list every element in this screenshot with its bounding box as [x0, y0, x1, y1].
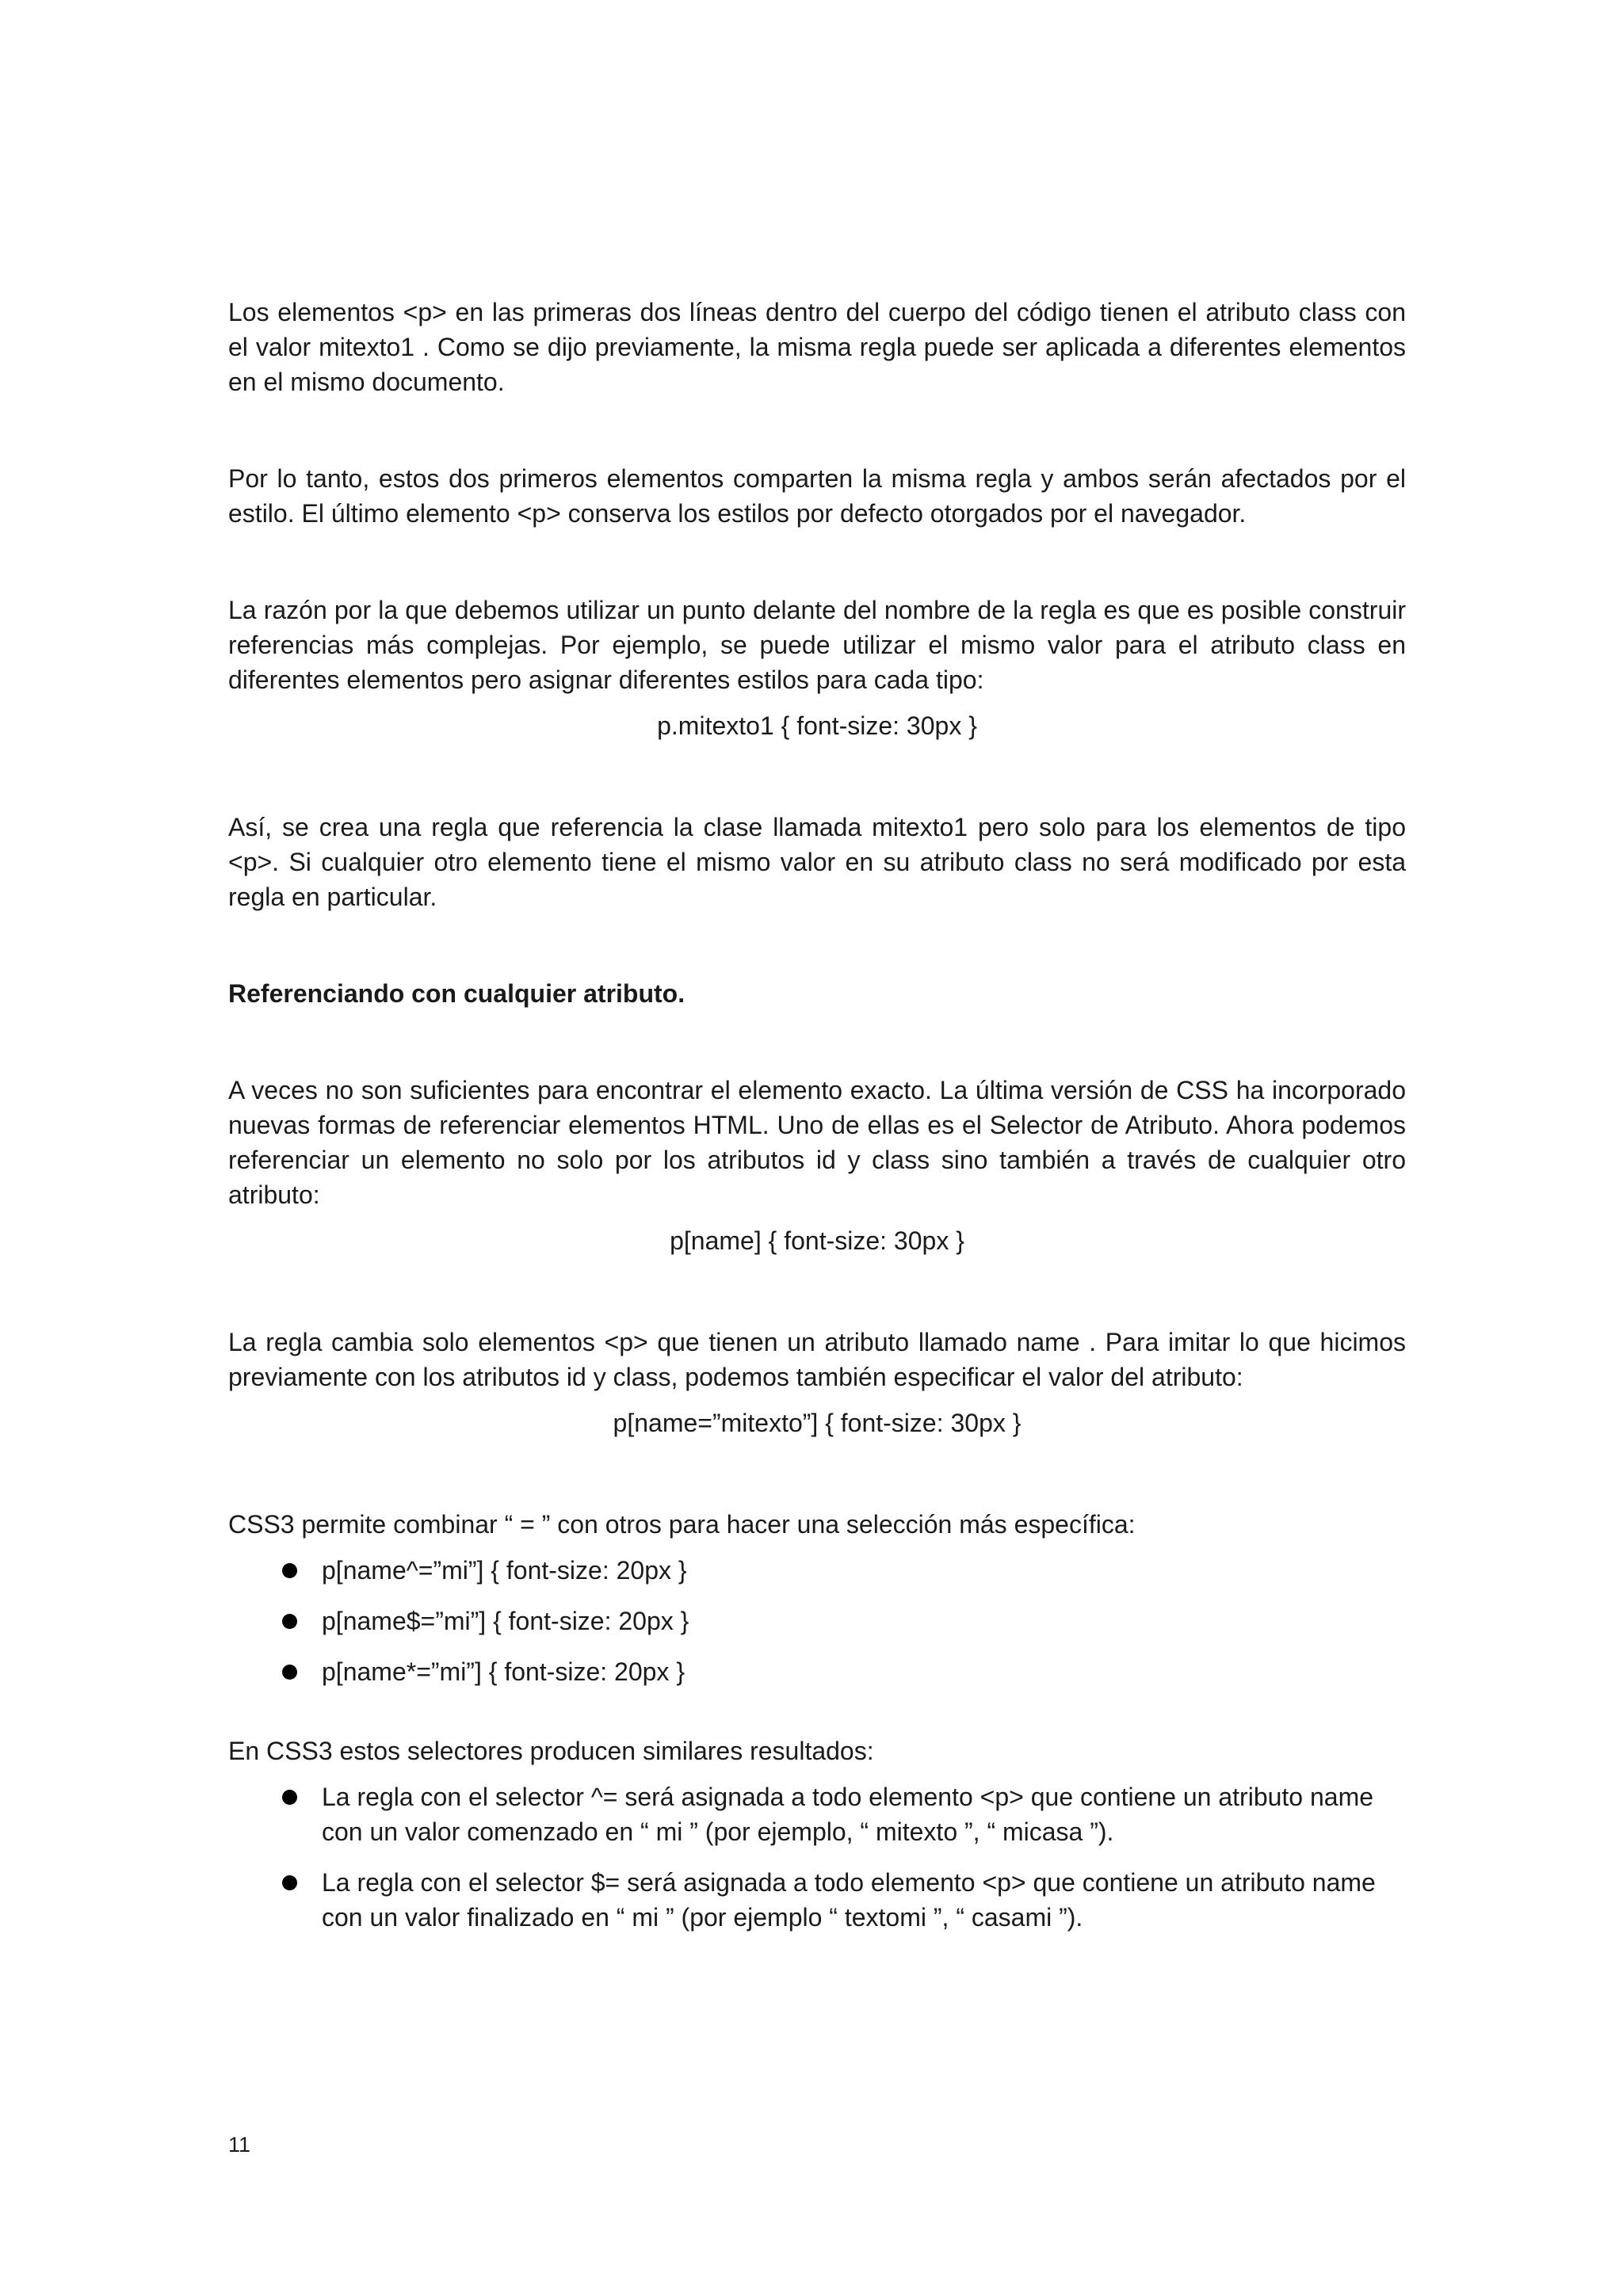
list-item: [228, 1604, 1406, 1638]
code-example-class: p.mitexto1 { font-size: 30px }: [657, 711, 977, 740]
code-example-name-value: p[name=”mitexto”] { font-size: 30px }: [613, 1409, 1022, 1437]
list-item: [228, 1779, 1406, 1849]
list-item: [228, 1553, 1406, 1588]
paragraph-attribute-selector: A veces no son suficientes para encontrar el elemento exacto. La última versión de CSS ha incorporado nuevas formas de referenciar elementos HTML. Uno de ellas es el Selector de Atributo. Ahora podemos referenciar un elemento no solo por los atributos id y class sino también a través de cualquier otro atributo:: [228, 1076, 1406, 1209]
page-content: [228, 295, 1406, 1951]
list-item-text: p[name*=”mi”] { font-size: 20px }: [322, 1657, 685, 1686]
paragraph-dot-reason: La razón por la que debemos utilizar un punto delante del nombre de la regla es que es posible construir referencias más complejas. Por ejemplo, se puede utilizar el mismo valor para el atributo class en diferentes elementos pero asignar diferentes estilos para cada tipo:: [228, 596, 1406, 694]
paragraph-shared-rule: Por lo tanto, estos dos primeros elementos comparten la misma regla y ambos serán afectados por el estilo. El último elemento <p> conserva los estilos por defecto otorgados por el navegador.: [228, 464, 1406, 528]
bullet-icon: [282, 1665, 297, 1680]
paragraph-class-rule-explanation: Así, se crea una regla que referencia la clase llamada mitexto1 pero solo para los elementos de tipo <p>. Si cualquier otro elemento tiene el mismo valor en su atributo class no será modificado por esta regla en particular.: [228, 813, 1406, 911]
paragraph-similar-results: En CSS3 estos selectores producen similares resultados:: [228, 1737, 874, 1765]
explanation-list: [228, 1779, 1406, 1935]
paragraph-name-rule: La regla cambia solo elementos <p> que tienen un atributo llamado name . Para imitar lo que hicimos previamente con los atributos id y class, podemos también especificar el valor del atributo:: [228, 1328, 1406, 1391]
list-item: [228, 1654, 1406, 1689]
code-example-name-attribute: p[name] { font-size: 30px }: [670, 1226, 964, 1255]
bullet-icon: [282, 1875, 297, 1890]
bullet-icon: [282, 1563, 297, 1578]
page-number: 11: [228, 2133, 251, 2157]
list-item-text: p[name^=”mi”] { font-size: 20px }: [322, 1556, 687, 1585]
bullet-icon: [282, 1790, 297, 1805]
bullet-icon: [282, 1614, 297, 1629]
list-item: [228, 1865, 1406, 1935]
paragraph-class-attribute: Los elementos <p> en las primeras dos líneas dentro del cuerpo del código tienen el atributo class con el valor mitexto1 . Como se dijo previamente, la misma regla puede ser aplicada a diferentes elementos en el mismo documento.: [228, 298, 1406, 396]
list-item-text: p[name$=”mi”] { font-size: 20px }: [322, 1607, 689, 1635]
list-item-text: La regla con el selector ^= será asignada a todo elemento <p> que contiene un atributo name con un valor comenzado en “ mi ” (por ejemplo, “ mitexto ”, “ micasa ”).: [322, 1783, 1374, 1846]
selector-list: [228, 1553, 1406, 1689]
section-heading: Referenciando con cualquier atributo.: [228, 979, 685, 1008]
paragraph-css3-combine: CSS3 permite combinar “ = ” con otros para hacer una selección más específica:: [228, 1510, 1136, 1539]
list-item-text: La regla con el selector $= será asignada a todo elemento <p> que contiene un atributo name con un valor finalizado en “ mi ” (por ejemplo “ textomi ”, “ casami ”).: [322, 1868, 1376, 1932]
